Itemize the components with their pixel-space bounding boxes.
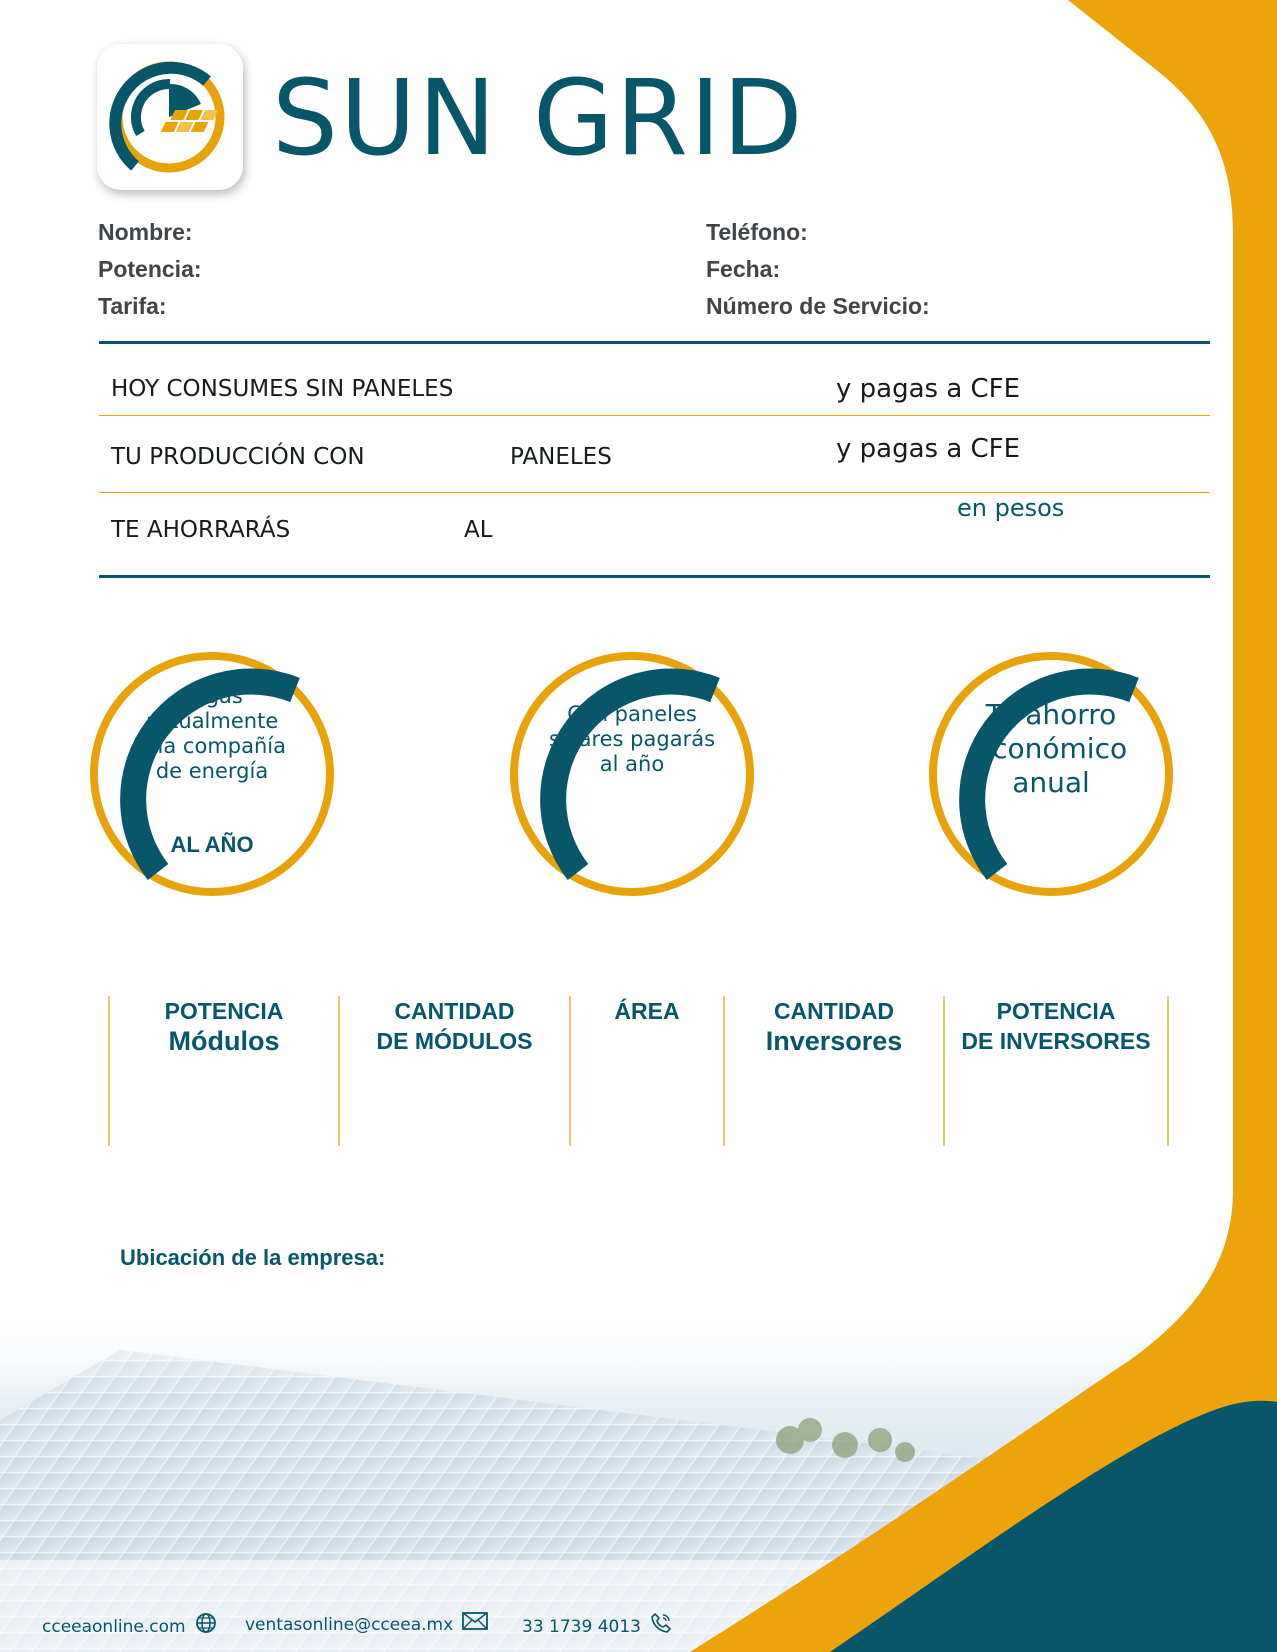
label-potencia: Potencia: bbox=[98, 256, 202, 282]
label-nombre: Nombre: bbox=[98, 219, 193, 245]
ring3-text: Tu ahorro económico anual bbox=[974, 698, 1128, 799]
spec-cantidad-modulos: CANTIDAD DE MÓDULOS bbox=[376, 998, 533, 1054]
summary-top-rule bbox=[99, 341, 1210, 344]
spec-potencia-modulos: POTENCIA Módulos bbox=[164, 998, 284, 1056]
email-link[interactable]: ventasonline@cceea.mx bbox=[245, 1614, 454, 1635]
ring-payment-with-panels bbox=[500, 642, 764, 906]
summary-bottom-rule bbox=[99, 575, 1210, 578]
ring-annual-savings bbox=[919, 642, 1183, 906]
row2-mid: PANELES bbox=[510, 444, 612, 470]
ring1-footer: AL AÑO bbox=[170, 832, 254, 857]
label-numero-servicio: Número de Servicio: bbox=[706, 293, 930, 319]
summary-divider-1 bbox=[99, 415, 1210, 416]
label-fecha: Fecha: bbox=[706, 256, 781, 282]
footer-email[interactable] bbox=[245, 1612, 488, 1637]
label-tarifa: Tarifa: bbox=[98, 293, 167, 319]
footer-phone[interactable] bbox=[522, 1612, 672, 1641]
spec-cantidad-inversores: CANTIDAD Inversores bbox=[765, 998, 903, 1056]
row1-label: HOY CONSUMES SIN PANELES bbox=[111, 376, 454, 402]
website-link[interactable]: cceeaonline.com bbox=[42, 1616, 186, 1637]
ring1-text: Pagas actualmente a la compañía de energía bbox=[138, 684, 286, 783]
envelope-icon bbox=[462, 1612, 488, 1637]
globe-icon bbox=[195, 1612, 217, 1641]
ring2-text: Con paneles solares pagarás al año bbox=[548, 702, 716, 776]
spec-area: ÁREA bbox=[614, 998, 680, 1024]
spec-potencia-inversores: POTENCIA DE INVERSORES bbox=[961, 998, 1151, 1054]
summary-divider-2 bbox=[99, 492, 1210, 493]
row3-mid: AL bbox=[464, 517, 493, 543]
location-label: Ubicación de la empresa: bbox=[120, 1245, 386, 1270]
sun-grid-logo-icon bbox=[97, 44, 243, 190]
logo-badge bbox=[97, 44, 243, 190]
spec-divider bbox=[1167, 996, 1169, 1146]
row2-pay: y pagas a CFE bbox=[836, 434, 1021, 464]
row3-label: TE AHORRARÁS bbox=[111, 517, 291, 543]
row3-unit: en pesos bbox=[957, 494, 1065, 522]
phone-icon bbox=[650, 1612, 672, 1641]
phone-link[interactable]: 33 1739 4013 bbox=[522, 1616, 641, 1637]
row1-pay: y pagas a CFE bbox=[836, 374, 1021, 404]
label-telefono: Teléfono: bbox=[706, 219, 808, 245]
row2-label: TU PRODUCCIÓN CON bbox=[111, 444, 365, 470]
footer-website[interactable] bbox=[42, 1612, 217, 1641]
brand-title: SUN GRID bbox=[272, 57, 805, 179]
ring-current-payment bbox=[80, 642, 344, 906]
